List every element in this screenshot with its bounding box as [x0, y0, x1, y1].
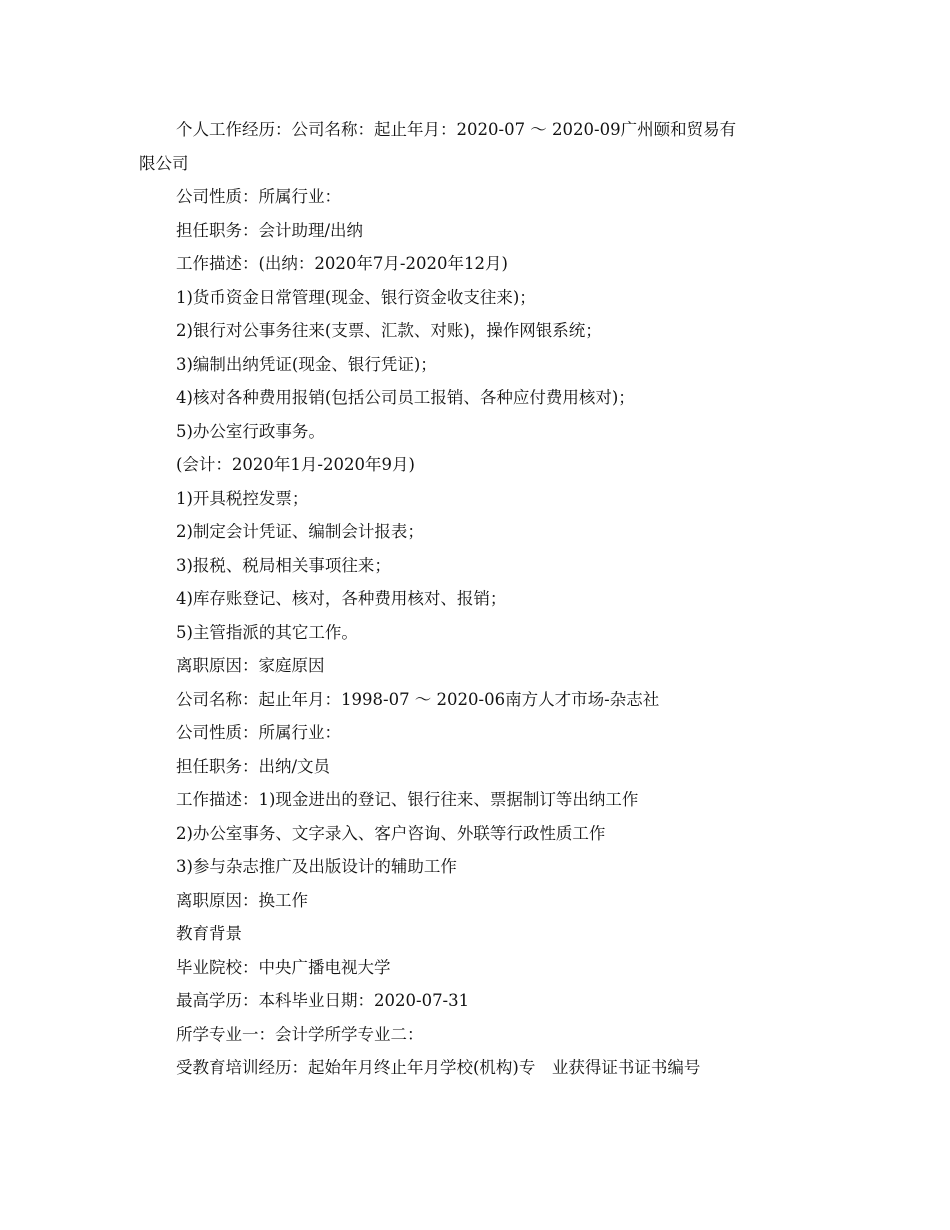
text-line: 最高学历：本科毕业日期：2020-07-31: [176, 991, 470, 1010]
text-line: 公司性质：所属行业：: [176, 187, 341, 206]
text-line: (会计：2020年1月-2020年9月): [176, 455, 415, 474]
text-line: 5)主管指派的其它工作。: [176, 622, 358, 642]
text-line: 离职原因：换工作: [176, 890, 308, 910]
text-line: 教育背景: [176, 924, 242, 943]
text-line: 2)办公室事务、文字录入、客户咨询、外联等行政性质工作: [176, 823, 606, 843]
text-line: 个人工作经历：公司名称：起止年月：2020-07 ～ 2020-09广州颐和贸易有: [176, 120, 737, 139]
text-line: 3)编制出纳凭证(现金、银行凭证)；: [176, 354, 437, 374]
text-line: 5)办公室行政事务。: [176, 421, 325, 441]
text-line: 公司名称：起止年月：1998-07 ～ 2020-06南方人才市场-杂志社: [176, 689, 660, 709]
text-line: 4)库存账登记、核对，各种费用核对、报销；: [176, 589, 507, 608]
text-line: 离职原因：家庭原因: [176, 656, 325, 675]
text-line: 2)银行对公事务往来(支票、汇款、对账)，操作网银系统；: [176, 321, 602, 340]
text-line: 工作描述：1)现金进出的登记、银行往来、票据制订等出纳工作: [176, 790, 639, 809]
text-line: 毕业院校：中央广播电视大学: [176, 957, 391, 977]
text-line: 1)货币资金日常管理(现金、银行资金收支往来)；: [176, 287, 536, 307]
text-line: 4)核对各种费用报销(包括公司员工报销、各种应付费用核对)；: [176, 388, 635, 407]
text-line: 2)制定会计凭证、编制会计报表；: [176, 522, 424, 541]
text-line: 所学专业一：会计学所学专业二：: [176, 1024, 424, 1044]
text-line: 3)参与杂志推广及出版设计的辅助工作: [176, 857, 457, 876]
text-line: 3)报税、税局相关事项往来；: [176, 555, 391, 575]
text-line: 限公司: [139, 153, 189, 173]
text-line: 担任职务：会计助理/出纳: [176, 220, 364, 240]
text-line: 受教育培训经历：起始年月终止年月学校(机构)专 业获得证书证书编号: [176, 1058, 701, 1077]
document-body: [139, 113, 819, 1085]
text-line: 工作描述：(出纳：2020年7月-2020年12月): [176, 254, 508, 273]
text-line: 1)开具税控发票；: [176, 488, 309, 508]
text-line: 公司性质：所属行业：: [176, 723, 341, 742]
text-line: 担任职务：出纳/文员: [176, 756, 331, 776]
